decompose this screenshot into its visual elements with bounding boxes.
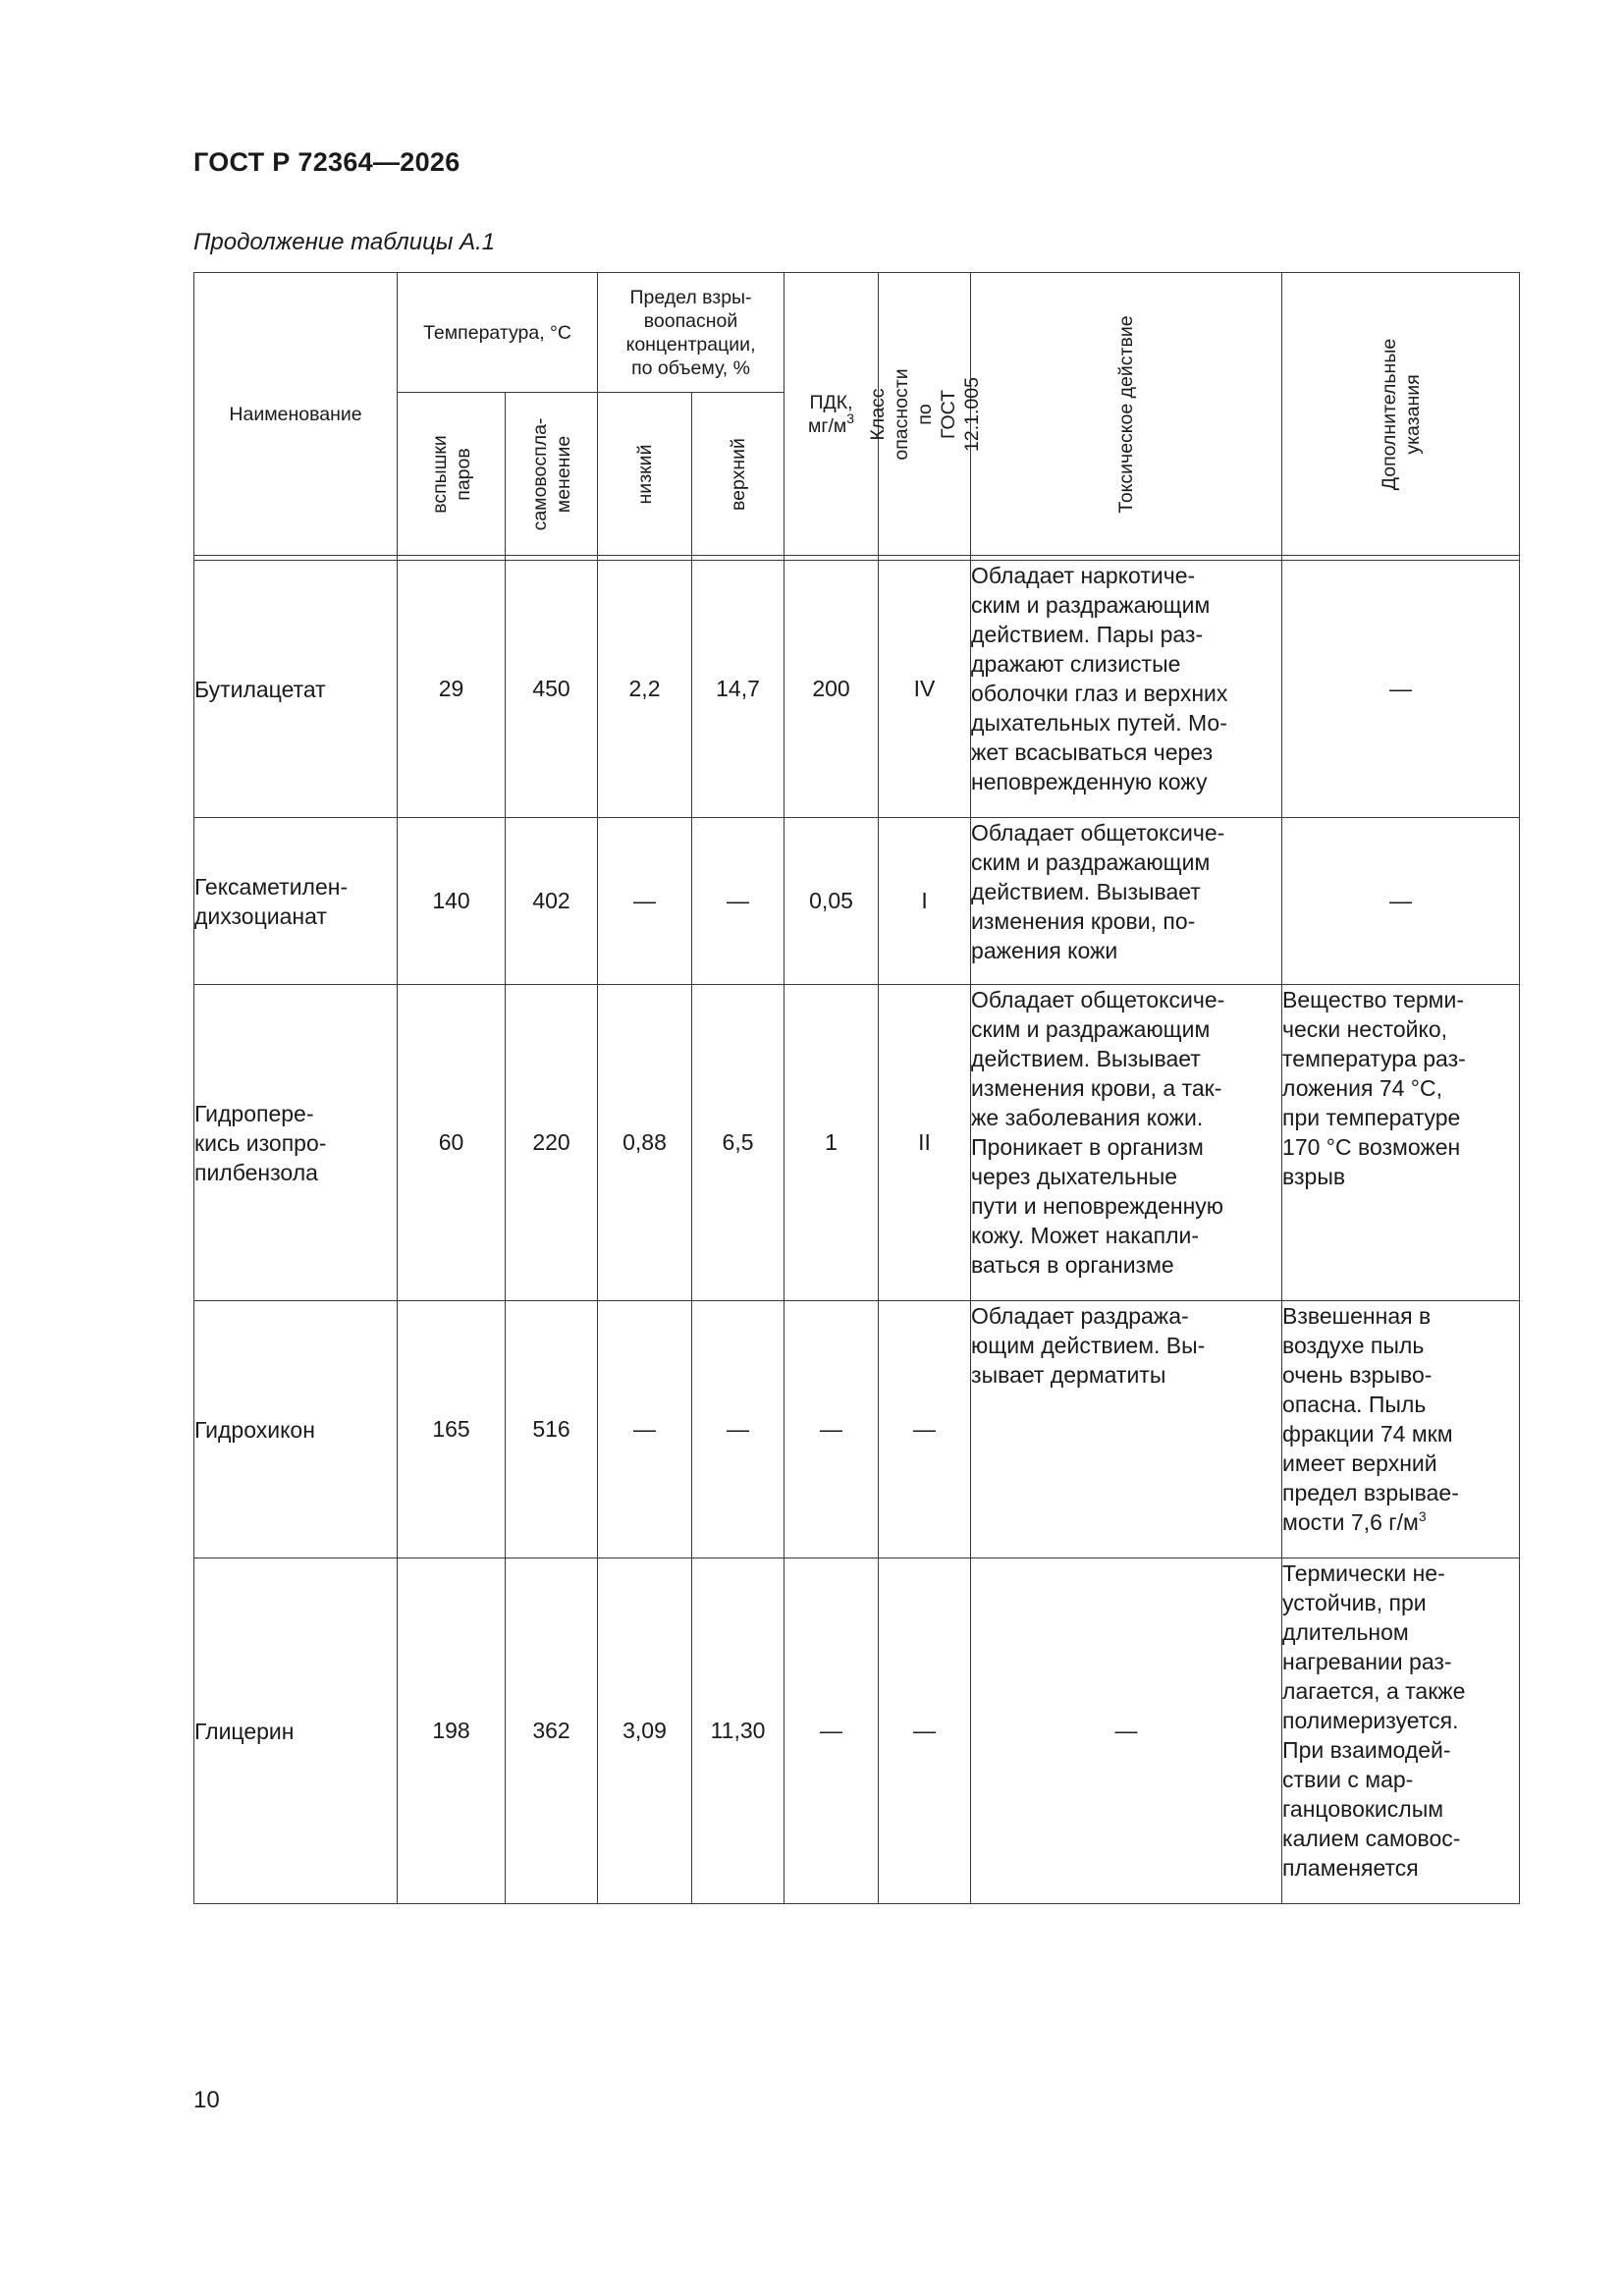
- cell-lower: 3,09: [598, 1558, 692, 1904]
- cell-pdk: 200: [784, 561, 879, 818]
- cell-autoignition: 362: [506, 1558, 598, 1904]
- cell-lower: 0,88: [598, 985, 692, 1301]
- cell-flash: 140: [398, 818, 506, 985]
- hazard-table: [193, 272, 1520, 1904]
- table-row: [194, 818, 1520, 985]
- header-pdk-sup: 3: [846, 410, 855, 426]
- cell-name: Гексаметилен- дихзоцианат: [194, 818, 398, 985]
- header-hazard-class: [866, 273, 983, 556]
- cell-upper: 11,30: [692, 1558, 784, 1904]
- page-number: 10: [193, 2087, 220, 2113]
- cell-toxic: —: [971, 1558, 1282, 1904]
- header-pdk-text: ПДК, мг/м: [807, 391, 853, 437]
- cell-pdk: —: [784, 1301, 879, 1558]
- header-temperature: Температура, °С: [398, 273, 598, 393]
- header-lower-text: низкий: [633, 444, 656, 504]
- header-upper-text: верхний: [727, 437, 749, 511]
- cell-name: Гидрохикон: [194, 1301, 398, 1558]
- cell-upper: —: [692, 1301, 784, 1558]
- cell-toxic: Обладает общетоксиче- ским и раздражающим действием. Вызывает изменения крови, а так- же заболевания кожи. Проникает в организм через дыхательные пути и неповрежденную кожу. Может накапли- ваться в организме: [971, 985, 1282, 1301]
- header-name: Наименование: [194, 273, 398, 556]
- header-upper: [692, 393, 784, 556]
- cell-toxic: Обладает общетоксиче- ским и раздражающим действием. Вызывает изменения крови, по- ражения кожи: [971, 818, 1282, 985]
- cell-flash: 198: [398, 1558, 506, 1904]
- cell-toxic: Обладает раздража- ющим действием. Вы- зывает дерматиты: [971, 1301, 1282, 1558]
- cell-notes-sup: 3: [1418, 1508, 1427, 1524]
- header-autoignition: [506, 393, 598, 556]
- header-notes-text: Дополнительные указания: [1378, 338, 1424, 490]
- cell-upper: 14,7: [692, 561, 784, 818]
- cell-class: —: [879, 1558, 971, 1904]
- table-caption: Продолжение таблицы А.1: [193, 229, 496, 255]
- cell-toxic: Обладает наркотиче- ским и раздражающим действием. Пары раз- дражают слизистые оболочки глаз и верхних дыхательных путей. Мо- жет всасываться через неповрежденную кожу: [971, 561, 1282, 818]
- cell-upper: 6,5: [692, 985, 784, 1301]
- cell-class: —: [879, 1301, 971, 1558]
- cell-flash: 165: [398, 1301, 506, 1558]
- header-explosive-limit: Предел взры- воопасной концентрации, по объему, %: [598, 273, 784, 393]
- cell-name: Бутилацетат: [194, 561, 398, 818]
- cell-notes: [1282, 1301, 1520, 1558]
- header-flash-text: вспышки паров: [428, 434, 474, 514]
- cell-pdk: 1: [784, 985, 879, 1301]
- header-pdk: [784, 273, 879, 556]
- header-notes: [1282, 273, 1520, 556]
- cell-notes-text: Взвешенная в воздухе пыль очень взрыво- опасна. Пыль фракции 74 мкм имеет верхний предел взрывае- мости 7,6 г/м: [1282, 1303, 1459, 1535]
- header-flash: [398, 393, 506, 556]
- cell-notes: —: [1282, 818, 1520, 985]
- header-autoignition-text: самовоспла- менение: [528, 417, 574, 530]
- header-hazard-class-text: Класс опасности по ГОСТ 12.1.005: [866, 367, 983, 461]
- header-lower: [598, 393, 692, 556]
- header-toxic-text: Токсическое действие: [1115, 314, 1138, 514]
- cell-upper: —: [692, 818, 784, 985]
- table-row: [194, 561, 1520, 818]
- cell-notes: —: [1282, 561, 1520, 818]
- cell-pdk: —: [784, 1558, 879, 1904]
- cell-lower: —: [598, 1301, 692, 1558]
- cell-lower: —: [598, 818, 692, 985]
- cell-class: IV: [879, 561, 971, 818]
- cell-name: Глицерин: [194, 1558, 398, 1904]
- cell-class: I: [879, 818, 971, 985]
- cell-autoignition: 516: [506, 1301, 598, 1558]
- cell-autoignition: 220: [506, 985, 598, 1301]
- cell-pdk: 0,05: [784, 818, 879, 985]
- cell-notes: Термически не- устойчив, при длительном нагревании раз- лагается, а также полимеризуется. При взаимодей- ствии с мар- ганцовокислым калием самовос- пламеняется: [1282, 1558, 1520, 1904]
- cell-lower: 2,2: [598, 561, 692, 818]
- cell-class: II: [879, 985, 971, 1301]
- cell-autoignition: 402: [506, 818, 598, 985]
- table-row: [194, 1558, 1520, 1904]
- cell-flash: 60: [398, 985, 506, 1301]
- header-toxic: [971, 273, 1282, 556]
- cell-notes: Вещество терми- чески нестойко, температура раз- ложения 74 °С, при температуре 170 °С возможен взрыв: [1282, 985, 1520, 1301]
- table-row: [194, 985, 1520, 1301]
- table-row: [194, 1301, 1520, 1558]
- document-code: ГОСТ Р 72364—2026: [193, 147, 460, 177]
- cell-name: Гидропере- кись изопро- пилбензола: [194, 985, 398, 1301]
- cell-autoignition: 450: [506, 561, 598, 818]
- cell-flash: 29: [398, 561, 506, 818]
